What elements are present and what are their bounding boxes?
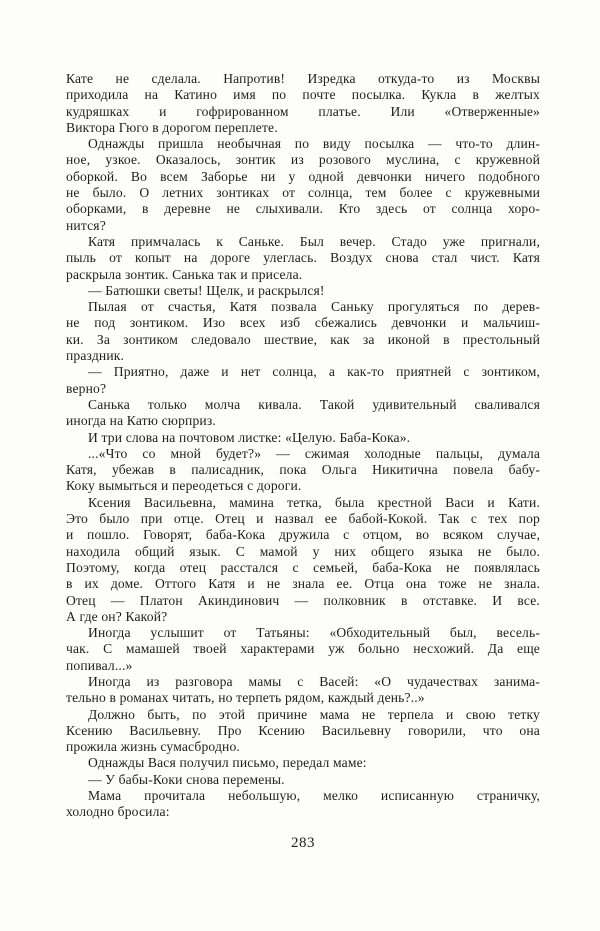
text-line: в их доме. Оттого Катя и не знала ее. Отца она тоже не знала. [66,576,540,592]
text-line: Должно быть, по этой причине мама не терпела и свою тетку [88,706,540,722]
text-line: — Батюшки светы! Щелк, и раскрылся! [88,282,325,298]
text-line: Мама прочитала небольшую, мелко исписанную страничку, [88,788,540,804]
text-line: Ксения Васильевна, мамина тетка, была крестной Васи и Кати. [88,494,540,510]
text-line: Иногда услышит от Татьяны: «Обходительный был, весель- [88,625,540,641]
text-line: Катя, убежав в палисадник, пока Ольга Никитична повела бабу- [66,462,540,478]
text-block [66,71,540,821]
text-line: И три слова на почтовом листке: «Целую. Баба-Кока». [88,429,411,445]
text-line: Это было при отце. Отец и назвал ее бабой-Кокой. Так с тех пор [66,511,540,527]
text-line: — У бабы-Коки снова перемены. [88,771,285,787]
text-line: тельно в романах читать, но терпеть рядом, каждый день?..» [66,690,425,706]
text-line: раскрыла зонтик. Санька так и присела. [66,266,303,282]
text-line: — Приятно, даже и нет солнца, а как-то приятней с зонтиком, [88,364,540,380]
page-number: 283 [291,835,315,851]
text-line: кудряшках и гофрированном платье. Или «Отверженные» [66,103,540,119]
text-line: прожила жизнь сумасбродно. [66,739,240,755]
text-line: Поэтому, когда отец расстался с семьей, баба-Кока не появлялась [66,559,540,575]
text-line: находила общий язык. С мамой у них общего языка не было. [66,543,540,559]
text-line: не под зонтиком. Изо всех изб сбежались девчонки и мальчиш- [66,315,540,331]
text-line: попивал...» [66,657,133,673]
text-line: ное, узкое. Оказалось, зонтик из розового муслина, с кружевной [66,152,540,168]
text-line: Иногда из разговора мамы с Васей: «О чудачествах занима- [88,673,540,689]
text-line: Виктора Гюго в дорогом переплете. [66,119,278,135]
text-line: Пылая от счастья, Катя позвала Саньку прогуляться по дерев- [88,299,540,315]
text-line: не было. О летних зонтиках от солнца, тем более с кружевными [66,185,540,201]
text-line: оборкой. Во всем Заборье ни у одной девчонки ничего подобного [66,168,540,184]
text-line: Коку вымыться и переодеться с дороги. [66,478,302,494]
text-line: ки. За зонтиком следовало шествие, как за иконой в престольный [66,331,540,347]
text-line: Однажды Вася получил письмо, передал маме: [88,755,367,771]
text-line: Санька только молча кивала. Такой удивительный сваливался [88,396,540,412]
text-line: приходила на Катино имя по почте посылка. Кукла в желтых [66,87,540,103]
text-line: праздник. [66,348,125,364]
text-line: и пошло. Говорят, баба-Кока дружила с отцом, во всяком случае, [66,527,540,543]
text-line: Кате не сделала. Напротив! Изредка откуда-то из Москвы [66,71,540,86]
text-line: оборками, в деревне не слыхивали. Кто здесь от солнца хоро- [66,201,540,217]
text-line: Отец — Платон Акиндинович — полковник в отставке. И все. [66,592,540,608]
text-line: А где он? Какой? [66,608,168,624]
text-line: верно? [66,380,107,396]
text-line: иногда на Катю сюрприз. [66,413,216,429]
text-line: чак. С мамашей твоей характерами уж больно несхожий. Да еще [66,641,540,657]
text-line: Катя примчалась к Саньке. Был вечер. Стадо уже пригнали, [88,233,540,249]
text-line: холодно бросила: [66,804,170,820]
text-line: Однажды пришла необычная по виду посылка — что-то длин- [88,136,540,152]
text-line: нится? [66,217,106,233]
text-line: пыль от копыт на дороге улеглась. Воздух снова стал чист. Катя [66,250,540,266]
text-line: Ксению Васильевну. Про Ксению Васильевну говорили, что она [66,722,540,738]
text-line: ...«Что со мной будет?» — сжимая холодные пальцы, думала [88,445,540,461]
